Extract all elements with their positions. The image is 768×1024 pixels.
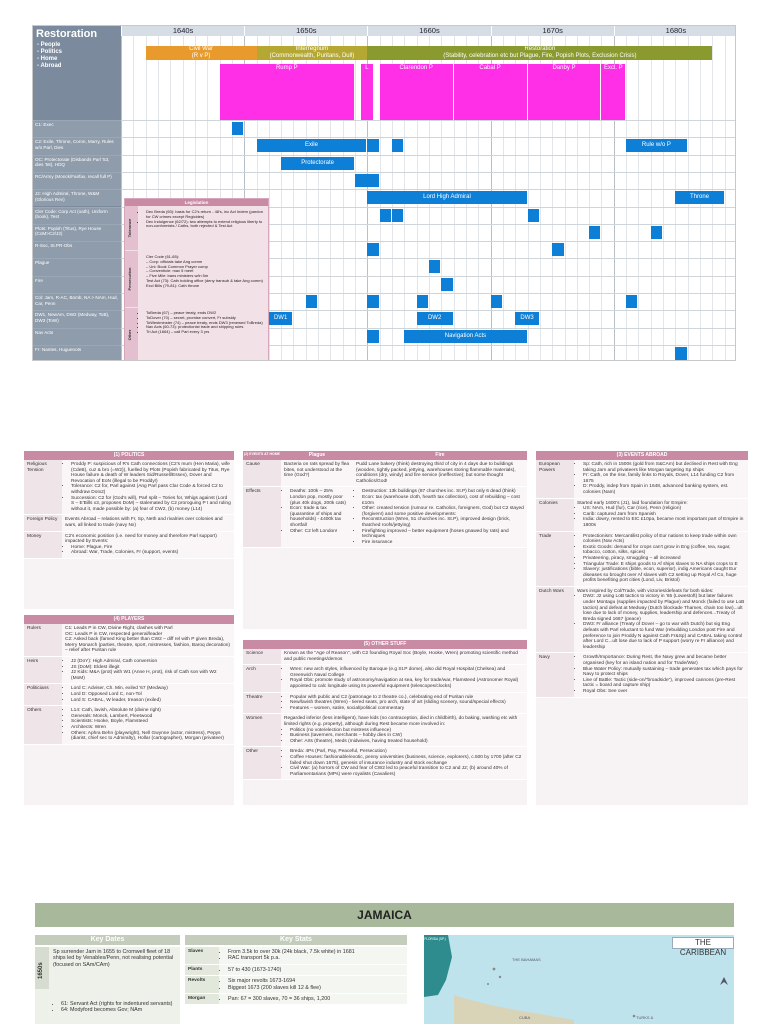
key-stats-panel [185, 947, 407, 1024]
table-row: Effects • Deaths: 100k – 25% London pop, mostly poor (plus 40k dogs, 200k cats) • Econ: trade & tax (quarantine of ships and households) - £400k tax shortfall • Other: C2 left London! • Destruction: 13k buildings (87 churches inc. St.P) but only 6 dead (think) • Econ: tax (warehouse cloth, hearth tax collection), cost of rebuilding – cost £10m • Other: created tension (rumour re. Catholics, foreigners, God) but C2 stayed (forgiven!) and some positive developments: • Reconstruction (Wren, 51 churches inc. St.P), improved design (brick, thatched roofs/jettying) • Firefighting improved – better equipment (hoses gnawed by rats) and techniques • Fire insurance [243, 487, 527, 548]
year-gridline [651, 36, 652, 361]
period-sub: (Stability, celebration etc but Plague, Fire, Popish Plots, Exclusion Crisis) [443, 53, 637, 59]
table-row: Theatre • Popular with public and C2 (patronage to 2 theatre co.), celebrating end of Puritan rule • New/lavish theatres (Wren) - tiered seats, pro arch, state of art (sliding scenery, sound/special effects) • Features – women, satire, social/political commentary [243, 693, 527, 715]
plague-header: Plague [281, 451, 353, 460]
politics-table [24, 451, 234, 609]
row-divider [121, 155, 736, 156]
period-name: Restoration [524, 46, 556, 52]
legislation-header: Legislation [125, 199, 268, 206]
table-row: Slaves • From 3.5k to over 30k (24k black, 7.5k white) in 1681 • RAC transport 5k p.a. [185, 947, 407, 965]
timeline-row-label: Col: Jam, R-AC, Bomb, NA > NAm, Hud, Car, Penn [33, 293, 121, 310]
map-label-cuba: CUBA [519, 1015, 531, 1020]
other-stuff-header: (5) OTHER STUFF [243, 640, 527, 649]
restoration-timeline [32, 25, 736, 361]
tolerance-list: • Dec Breda (60): basis for C2's return - 48's, inc Act Indem (pardon for CW crimes except Regicides) • Dec Indulgence (62/72): two attempts to extend religious liberty to non-conformists / Caths, both rejected & Test Act [141, 210, 266, 229]
events-at-home-table [243, 451, 527, 629]
decade-header: 1640s [121, 26, 244, 36]
table-row: Money C2's economic position (i.e. need for money and therefore Parl support) impacted by Events: • Home: Plague, Fire • Abroad: War, Trade, Colonies, Fr (support, events) [24, 532, 234, 559]
timeline-bar: DW2 [417, 312, 453, 325]
table-row: Colonies Started early 1600's (J1), laid foundation for Empire: • US: NAm, Hud (fur), Car (rice), Penn (religion) • Carib: captured Jam from Spanish • India: dowry, rented to EIC £10pa, became most important part of Empire in 1800s [536, 499, 748, 532]
timeline-bar [392, 139, 403, 152]
timeline-bar: Lord High Admiral [367, 191, 526, 204]
parliament-bar: Danby P [528, 64, 601, 120]
row-divider [121, 172, 736, 173]
timeline-bar [392, 209, 403, 222]
events-home-header: (2) EVENTS AT HOME [243, 451, 281, 460]
timeline-row-label: RC/Army (Monck/Fairfax, recall full P) [33, 172, 121, 189]
table-row: Politicians • Lord C: Adviser, Ch. Min, exiled '67 (Medway) • Lord D: Opposed Lord C, non-Tol • Lord S: CABAL, W leader, treason (exiled) [24, 684, 234, 706]
timeline-bar: Exile [257, 139, 367, 152]
table-row: Morgan • Pan: 67 = 300 slaves, 70 = 36 ships, 1,200 [185, 994, 407, 1005]
other-stuff-table [243, 640, 527, 805]
table-row: Foreign Policy Events Abroad – relations with Fr, Sp, Neth and rivalries over colonies and wars, all linked to trade (navy Nx) [24, 515, 234, 531]
timeline-bar [367, 330, 378, 343]
events-abroad-header: (3) EVENTS ABROAD [536, 451, 748, 460]
jamaica-title: JAMAICA [35, 903, 734, 927]
row-divider [121, 189, 736, 190]
period-band [257, 46, 368, 60]
timeline-row-label: Fr: Nantes, Huguenots [33, 345, 121, 361]
timeline-bar [417, 295, 428, 308]
persecution-side-label: Persecution [125, 251, 138, 307]
timeline-bar [367, 139, 378, 152]
table-row: Dutch Wars Wars inspired by Col/Trade, with victories/defeats for both sides: • DW2: J2 using LoB tactics to victory in '65 (Lowestoft) but later failures under Montagu (supplies impacted by Plague) and Monck (failed to use LoB tactics) and defeat at Medway (Dutch blockade Thames, chain too low)...ult lose due to lack of money, supplies, leadership and defences...Treaty of Breda signed 1667 (peace) • DW3: Fr alliance (Treaty of Dover – go to war with Dutch) but sig Eng defeats with Parl reluctant to fund War (rebuilding London post Fire and preference to join Proddy N against Cath Fr&Sp) and CABAL taking control after Lord C...ult lose due to lack of P support (worry re Fr alliance) and leadership [536, 587, 748, 654]
table-row: Heirs • J2 (DoY): High Admiral, Cath conversion • JS (DoM): Eldest illegit • J2 Kids: M&A (prot) with W1 (Anne H, prot), risk of Cath son with W2 (MoM) [24, 657, 234, 684]
year-gridline [121, 36, 122, 361]
timeline-row-label: Nav Acts [33, 328, 121, 345]
timeline-bar [367, 295, 378, 308]
table-row: Plants • 57 to 430 (1673-1740) [185, 965, 407, 976]
period-name: Interregnum [295, 46, 329, 52]
politics-header: (1) POLITICS [24, 451, 234, 460]
timeline-bar [552, 243, 563, 256]
table-row: Revolts • Six major revolts 1673-1694 • Biggest 1673 (200 slaves kill 12 & flee) [185, 976, 407, 994]
period-name: Civil War [189, 46, 213, 52]
table-row: Navy • Growth/Importance: During Rest, the Navy grew and became better organised (key for an island nation and for Trade/War) • Blue Water Policy: mutually sustaining – trade generates tax which pays for Navy to protect ships • Line of Battle: Tactic (side-on/"broadside"), improved cannons (pre-Rest tactic = board and capture ship) • Royal Obs: See over [536, 653, 748, 697]
timeline-bar [441, 278, 452, 291]
year-gridline [638, 36, 639, 361]
parliament-bar: Cabal P [454, 64, 527, 120]
timeline-row-label: DW1, NewAm, DW2 (Medway, ToB), DW3 (ToW) [33, 310, 121, 327]
timeline-row-label: OC: Protectorate (Disbands Parl '53, dies '58), HDQ [33, 155, 121, 172]
timeline-row-label: R-Soc, St.PR-Obs [33, 241, 121, 258]
timeline-bar [528, 209, 539, 222]
parliament-bar: Excl. P [601, 64, 625, 120]
decade-header: 1680s [614, 26, 736, 36]
timeline-row-label: Cler Code: Corp Act (oath), Uniform (book), Test [33, 207, 121, 224]
timeline-row-label: J2: High Admiral, Throne, W&M (Glorious Rev) [33, 189, 121, 206]
decade-header: 1660s [367, 26, 490, 36]
timeline-bar [380, 209, 391, 222]
table-row: Cause Bacteria on rats spread by flea bites, not understood at the time (God?) Pudd Lane bakery (think) destroying third of city in 4 days due to buildings (wooden, tightly packed, jettying, warehouses storing flammable materials), conditions (dry, windy) and fire service (ineffective); but some thought Catholics/God! [243, 460, 527, 487]
key-dates-panel [35, 947, 180, 1024]
timeline-row-label: C2: Exile, Throne, Coron, Marry, Rules w/o Parl, Dies [33, 137, 121, 154]
table-row: European Powers • Sp: Cath, rich in 1500s (gold from S&CAm) but declined in Rest with Eng taking Jam and privateers like Morgan targeting Sp ships • Fr: Cath, on the rise, family links to Royals, Dover, L14 funding C2 from 1675 • D: Proddy, indep from Spain in 1648, advanced banking system, est. colonies (Nam) [536, 460, 748, 499]
parliament-bar: Clarendon P [380, 64, 453, 120]
timeline-bar [232, 122, 243, 135]
table-row: Women Regarded inferior (less intelligent), have kids (no contraception, died in childbirth), do baking, washing etc with limited rights (e.g. property), although during Rest became more involved in: • Politics (no vote/election but mistress influence) • Business (taverners, merchants – hobby dies in CW) • Other: Arts (theatre), Meds (midwives, having treated household) [243, 714, 527, 747]
period-band [367, 46, 712, 60]
timeline-bar [306, 295, 317, 308]
table-row: Rulers C1: Leads P in CW, Divine Right, clashes with Parl OC: Leads P in CW, respected general/leader C2: Asked back (famed King better than CW2 – diff rel with P given Breda), Merry Monarch (parties, theatre, sport, mistresses, fashion, Baroq decoration) – relief after Puritan rule [24, 624, 234, 657]
timeline-bar [355, 174, 379, 187]
row-divider [121, 137, 736, 138]
timeline-bar: Protectorate [281, 157, 354, 170]
timeline-bar [675, 347, 686, 360]
players-header: (4) PLAYERS [24, 615, 234, 624]
table-row: Religious Tension • Proddy P: suspicious of R's Cath connections (C2's mum (Hen Maria), wife (CdeB), cuz & bro (=W2)), fuelled by Plots (Popish fabricated by Titus, Rye House failure & death of W leaders Sid/Russell/Essex), Dover and Revocation of EoN (illegal to be Proddy!) • Tolerance: C2 for, Parl against (Ang Parl pass Clar Code & forced C2 to withdraw DoIx2) • Succession: C2 for (God's will), Parl split – Tories for, Whigs against (Lord S – E'Bills x3, proposes DoM) – stalemated by C2 proroguing P I and ruling without it, made possible by: (a) fear of CW2, (b) money (L14) [24, 460, 234, 515]
map-label-turks: TURKS & [636, 1015, 654, 1020]
timeline-bar [589, 226, 600, 239]
timeline-row-label: Plots: Popish (Titus), Rye House (CoM>C2/J2) [33, 224, 121, 241]
events-abroad-table [536, 451, 748, 805]
timeline-subtitle: - Politics [37, 49, 63, 55]
year-gridline [663, 36, 664, 361]
timeline-bar [491, 295, 502, 308]
parliament-bar: Rump P [220, 64, 355, 120]
map-label-bahamas: THE BAHAMAS [512, 957, 541, 962]
parliament-bar: L [361, 64, 372, 120]
table-row: Science Known as the "Age of Reason", with C2 founding Royal Soc (Boyle, Hooke, Wren) promoting scientific method and public meetings/demos [243, 649, 527, 665]
timeline-bar [626, 295, 637, 308]
timeline-row-label: C1: Exec [33, 120, 121, 137]
period-sub: (R v P) [191, 53, 211, 59]
legislation-box [124, 198, 269, 361]
timeline-bar: DW1 [269, 312, 293, 325]
table-row: Other • Breda: 4Ps (Parl, Pay, Peaceful, Persecution) • Coffee Houses: fashionable/exotic, penny universities (business, science, explorers), c.500 by 1700 (after C2 failed shut down 1675), genesis of insurance industry and stock exchange • Civil War: (a) horrors of CW and fear of CW2 led to peaceful transition to C2 and J2; (b) around 40% of Parliamentarians (MPs) were royalists (Cavaliers) [243, 747, 527, 780]
decade-header: 1650s [244, 26, 367, 36]
fire-header: Fire [353, 451, 527, 460]
row-divider [121, 120, 736, 121]
decade-label: 1650s [35, 947, 49, 989]
year-gridline [725, 36, 726, 361]
tolerance-side-label: Tolerance [125, 206, 138, 250]
jamaica-section [35, 903, 734, 1024]
timeline-bar [367, 243, 378, 256]
persecution-list: Cler Code (61-65): – Corp: officials take Ang comm – Uni: Book Common Prayer comp – Conventicle: max 5 meet – Five Mile: bans ministers w/in 5m Test Act (73): Cath holding office (deny transub & take Ang comm) Excl Bills (79-81): Cath throne [146, 254, 263, 288]
key-dates-list: • 61: Servant Act (rights for indentured servants) • 64: Modyford becomes Gov; NAm [61, 1001, 176, 1014]
other-legislation-list: • ToBreda (67) – peace treaty, ends DW2 • ToDover (70) – secret, promise convert, Fr subsidy • ToWestminster (74) – peace treaty, ends DW3 (renewed ToBreda) • Nav Acts (60-73): protectionist trade and shipping rules • Tri Act (1664) – call Parl every 3 yrs [141, 311, 266, 335]
year-gridline [626, 36, 627, 361]
table-row: Trade • Protectionism: Mercantilist policy of Eur nations to keep trade within own colonies (Nav Acts) • Exotic Goods: demand for crops can't grow in Eng (coffee, tea, sugar, tobacco, cotton, silks, spices) • Privateering, piracy, smuggling – all increased • Triangular Trade: E ships goods to Af ships slaves to NA ships crops to E • Slavery: justifications (bible, econ, superior), indig Americans caught Eur diseases so brought over Af slaves with C2 setting up Royal Af Co, huge profits benefiting port cities (Lond, Liv, Bristol) [536, 532, 748, 587]
timeline-bar: Navigation Acts [404, 330, 526, 343]
table-row: Arch • Wren: new arch styles, influenced by Baroque (e.g St.P dome), also did Royal Hospital (Chelsea) and Greenwich Naval College • Royal Obs: promote study of astronomy/navigation at sea, key for trade/war, Flamsteed (Astronomer Royal) appointed to calc longitude using its powerful equipment (telescopes/clocks) [243, 665, 527, 692]
players-table [24, 615, 234, 805]
timeline-bar: Rule w/o P [626, 139, 687, 152]
period-sub: (Commonwealth, Puritans, Dull) [269, 53, 355, 59]
table-row: Others • L14: Cath, lavish, Absolute M (divine right) • Generals: Monck, Lambert, Fleetwood • Scientists: Hooke, Boyle, Flamsteed • Architects: Wren • Others: Aphra Behn (playwright), Nell Gwynne (actor, mistress), Pepys (diarist, chief sec to Admiralty), Hollar (cartographer), Morgan (privateer) [24, 706, 234, 745]
key-dates-header: Key Dates [35, 935, 180, 945]
timeline-subtitle: - Home [37, 56, 58, 62]
timeline-bar [429, 260, 440, 273]
caribbean-map [424, 935, 734, 1024]
timeline-bar [651, 226, 662, 239]
timeline-title: Restoration [36, 28, 98, 40]
timeline-row-label: Plague [33, 258, 121, 275]
timeline-row-label: Fire [33, 276, 121, 293]
period-band [146, 46, 257, 60]
key-stats-header: Key Stats [185, 935, 407, 945]
timeline-subtitle: - People [37, 42, 61, 48]
timeline-bar: DW3 [515, 312, 539, 325]
year-gridline [355, 36, 356, 361]
timeline-bar: Throne [675, 191, 723, 204]
timeline-subtitle: - Abroad [37, 63, 62, 69]
key-date-text: Sp surrender Jam in 1655 to Cromwell fleet of 18 ships led by Venables/Penn, not realising potential (focused on SAm/CAm) [53, 949, 174, 968]
other-side-label: Other [125, 308, 138, 361]
decade-header: 1670s [491, 26, 614, 36]
map-title: THE CARIBBEAN [672, 937, 734, 949]
map-label-florida: FLORIDA (SP.) [424, 937, 446, 941]
